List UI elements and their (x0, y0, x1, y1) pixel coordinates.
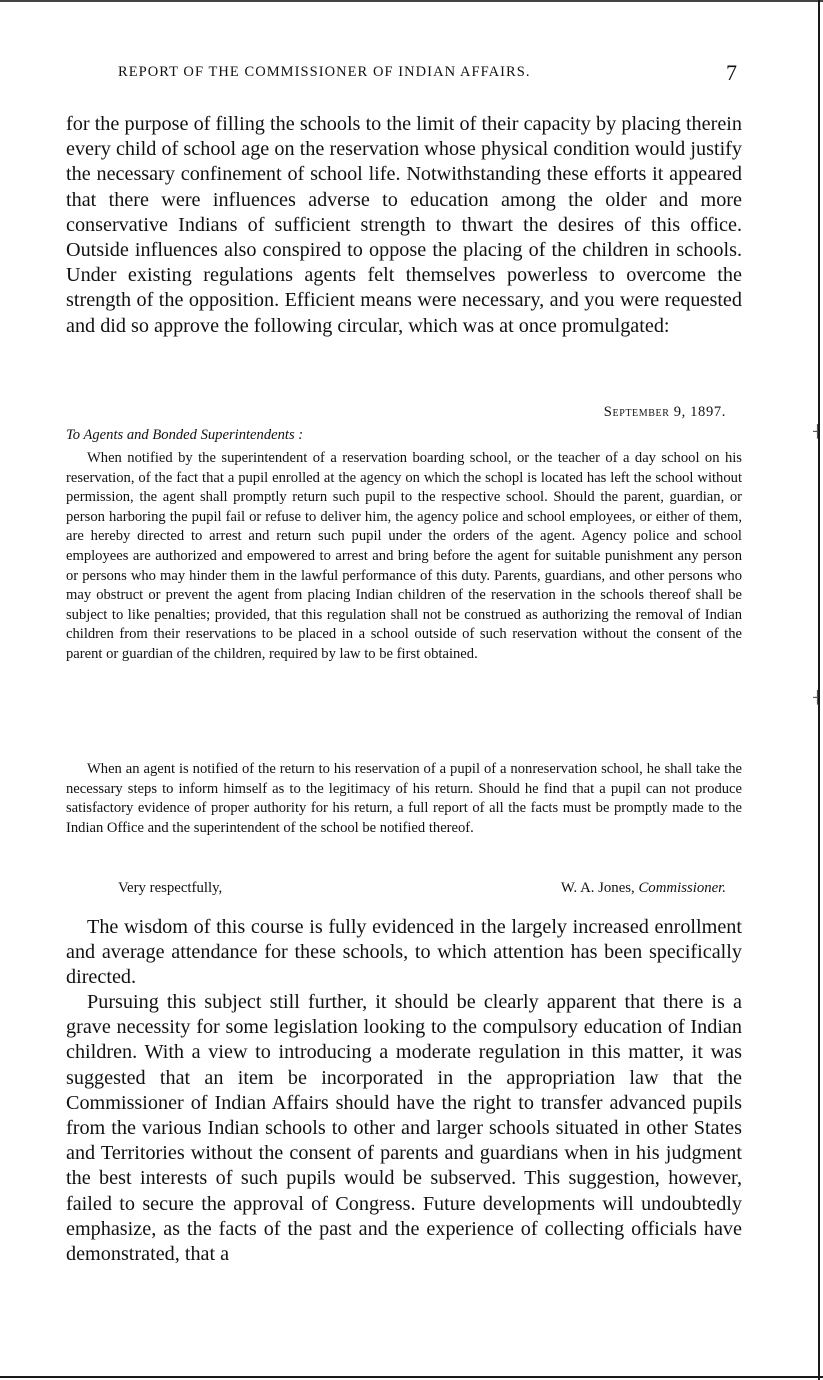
body-paragraph-1: for the purpose of filling the schools to the limit of their capacity by placing therein every child of school age on the reservation whose physical condition would justify the necessary confinement of school life. Notwithstanding these efforts it appeared that there were influences adverse to education among the older and more conservative Indians of sufficient strength to thwart the desires of this office. Outside influences also conspired to oppose the placing of the children in schools. Under existing regulations agents felt themselves powerless to overcome the strength of the opposition. Efficient means were necessary, and you were requested and did so approve the following circular, which was at once promulgated: (66, 113, 742, 337)
scan-bottom-edge (0, 1376, 823, 1378)
circular-date: September 9, 1897. (603, 404, 726, 420)
circular-closing: Very respectfully, (118, 880, 223, 896)
margin-tick-mark: ┤ (813, 690, 822, 704)
scan-top-edge (0, 0, 823, 2)
body-paragraph-2: The wisdom of this course is fully evidenced in the largely increased enrollment and average attendance for these schools, to which attention has been specifically directed. (66, 916, 742, 989)
margin-tick-mark: ┤ (813, 424, 822, 438)
circular-paragraph-1: When notified by the superintendent of a reservation boarding school, or the teacher of a day school on his reservation, of the fact that a pupil enrolled at the agency on which the schopl is located has left the school without permission, the agent shall promptly return such pupil to the respective school. Should the parent, guardian, or person harboring the pupil fail or refuse to deliver him, the agency police and school employees, or either of them, are hereby directed to arrest and return such pupil under the orders of the agent. Agency police and school employees are authorized and empowered to arrest and bring before the agent for suitable punishment any person or persons who may hinder them in the lawful performance of this duty. Parents, guardians, and other persons who may obstruct or prevent the agent from placing Indian children of the reservation in the schools thereof shall be subject to like penalties; provided, that this regulation shall not be construed as authorizing the removal of Indian children from their reservations to be placed in a school outside of such reservation without the consent of the parent or guardian of the children, required by law to be first obtained. (66, 450, 742, 662)
circular-paragraph-2: When an agent is notified of the return to his reservation of a pupil of a nonreservation school, he shall take the necessary steps to inform himself as to the legitimacy of his return. Should he find that a pupil can not produce satisfactory evidence of proper authority for his return, a full report of all the facts must be promptly made to the Indian Office and the superintendent of the school be notified thereof. (66, 761, 742, 836)
running-header-title: REPORT OF THE COMMISSIONER OF INDIAN AFFAIRS. (118, 64, 531, 80)
circular-signature (420, 880, 726, 897)
page-number: 7 (726, 60, 737, 85)
circular-addressee: To Agents and Bonded Superintendents : (66, 427, 304, 443)
signer-name: W. A. Jones, (560, 880, 635, 896)
signer-title: Commissioner. (638, 880, 726, 896)
body-paragraph-3: Pursuing this subject still further, it should be clearly apparent that there is a grave necessity for some legislation looking to the compulsory education of Indian children. With a view to introducing a moderate regulation in this matter, it was suggested that an item be incorporated in the appropriation law that the Commissioner of Indian Affairs should have the right to transfer advanced pupils from the various Indian schools to other and larger schools situated in other States and Territories without the consent of parents and guardians when in his judgment the best interests of such pupils would be subserved. This suggestion, however, failed to secure the approval of Congress. Future developments will undoubtedly emphasize, as the facts of the past and the experience of collecting officials have demonstrated, that a (66, 991, 742, 1266)
